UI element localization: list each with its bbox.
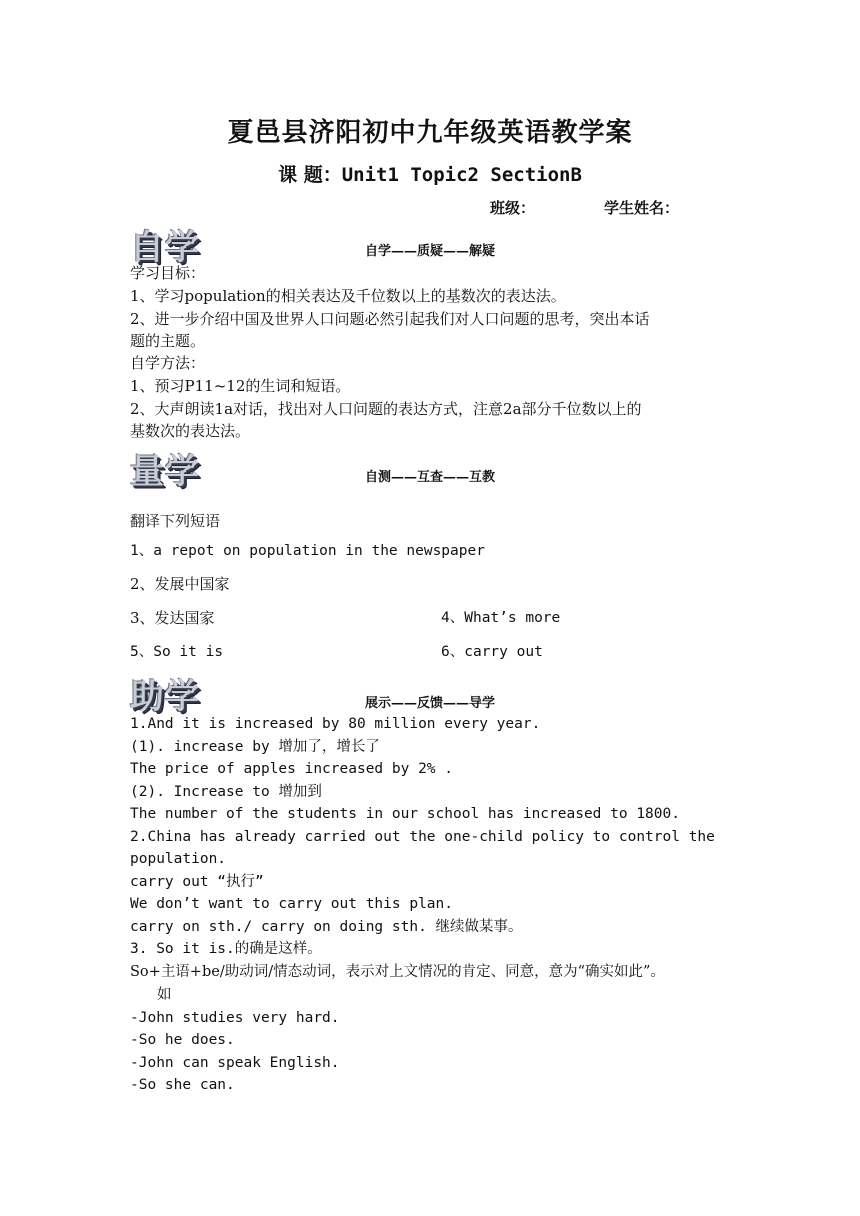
assist-subtitle: 展示——反馈——导学 — [364, 696, 495, 711]
assist-badge: 助学 — [130, 677, 200, 717]
note-line: (1). increase by 增加了，增长了 — [130, 739, 380, 755]
phrase-item-3: 3、发达国家 — [130, 609, 215, 627]
note-line: -John studies very hard. — [130, 1010, 340, 1026]
lesson-subject — [0, 160, 860, 187]
goal-2-line-2: 题的主题。 — [130, 332, 206, 350]
phrase-item-5: 5、So it is — [130, 644, 224, 660]
note-line: We don’t want to carry out this plan. — [130, 896, 454, 912]
note-line: -John can speak English. — [130, 1055, 340, 1071]
note-line: -So she can. — [130, 1077, 235, 1093]
note-line: 如 — [157, 987, 172, 1003]
note-line: 3. So it is.的确是这样。 — [130, 941, 322, 957]
method-1: 1、预习P11~12的生词和短语。 — [130, 377, 351, 395]
phrase-item-4: 4、What’s more — [441, 610, 561, 626]
translate-heading: 翻译下列短语 — [130, 512, 221, 530]
goal-1: 1、学习population的相关表达及千位数以上的基数次的表达法。 — [130, 287, 566, 305]
phrase-item-6: 6、carry out — [441, 644, 543, 660]
note-line: carry out “执行” — [130, 874, 264, 890]
method-2-line-1: 2、大声朗读1a对话，找出对人口问题的表达方式，注意2a部分千位数以上的 — [130, 400, 642, 418]
measure-badge: 量学 — [130, 452, 200, 492]
self-study-subtitle: 自学——质疑——解疑 — [364, 244, 495, 259]
note-line: So+主语+be/助动词/情态动词，表示对上文情况的肯定、同意，意为“确实如此”。 — [130, 964, 665, 980]
subject-prefix: 课 题： — [278, 164, 342, 186]
method-heading: 自学方法： — [130, 354, 206, 372]
note-line: population. — [130, 851, 227, 867]
measure-subtitle: 自测——互查——互教 — [364, 470, 495, 485]
note-line: (2). Increase to 增加到 — [130, 784, 322, 800]
subject-text: Unit1 Topic2 SectionB — [341, 164, 582, 186]
class-label: 班级： — [490, 199, 536, 217]
page-title: 夏邑县济阳初中九年级英语教学案 — [227, 118, 633, 148]
goals-heading: 学习目标： — [130, 264, 206, 282]
note-line: -So he does. — [130, 1032, 235, 1048]
note-line: 1.And it is increased by 80 million every year. — [130, 716, 541, 732]
note-line: The price of apples increased by 2% . — [130, 761, 454, 777]
phrase-item-1: 1、a repot on population in the newspaper — [130, 543, 485, 559]
goal-2-line-1: 2、进一步介绍中国及世界人口问题必然引起我们对人口问题的思考，突出本话 — [130, 310, 650, 328]
self-study-badge: 自学 — [130, 228, 200, 268]
note-line: 2.China has already carried out the one-child policy to control the — [130, 829, 715, 845]
note-line: carry on sth./ carry on doing sth. 继续做某事。 — [130, 919, 523, 935]
student-name-label: 学生姓名： — [604, 199, 680, 217]
method-2-line-2: 基数次的表达法。 — [130, 422, 251, 440]
note-line: The number of the students in our school has increased to 1800. — [130, 806, 680, 822]
phrase-item-2: 2、发展中国家 — [130, 575, 230, 593]
